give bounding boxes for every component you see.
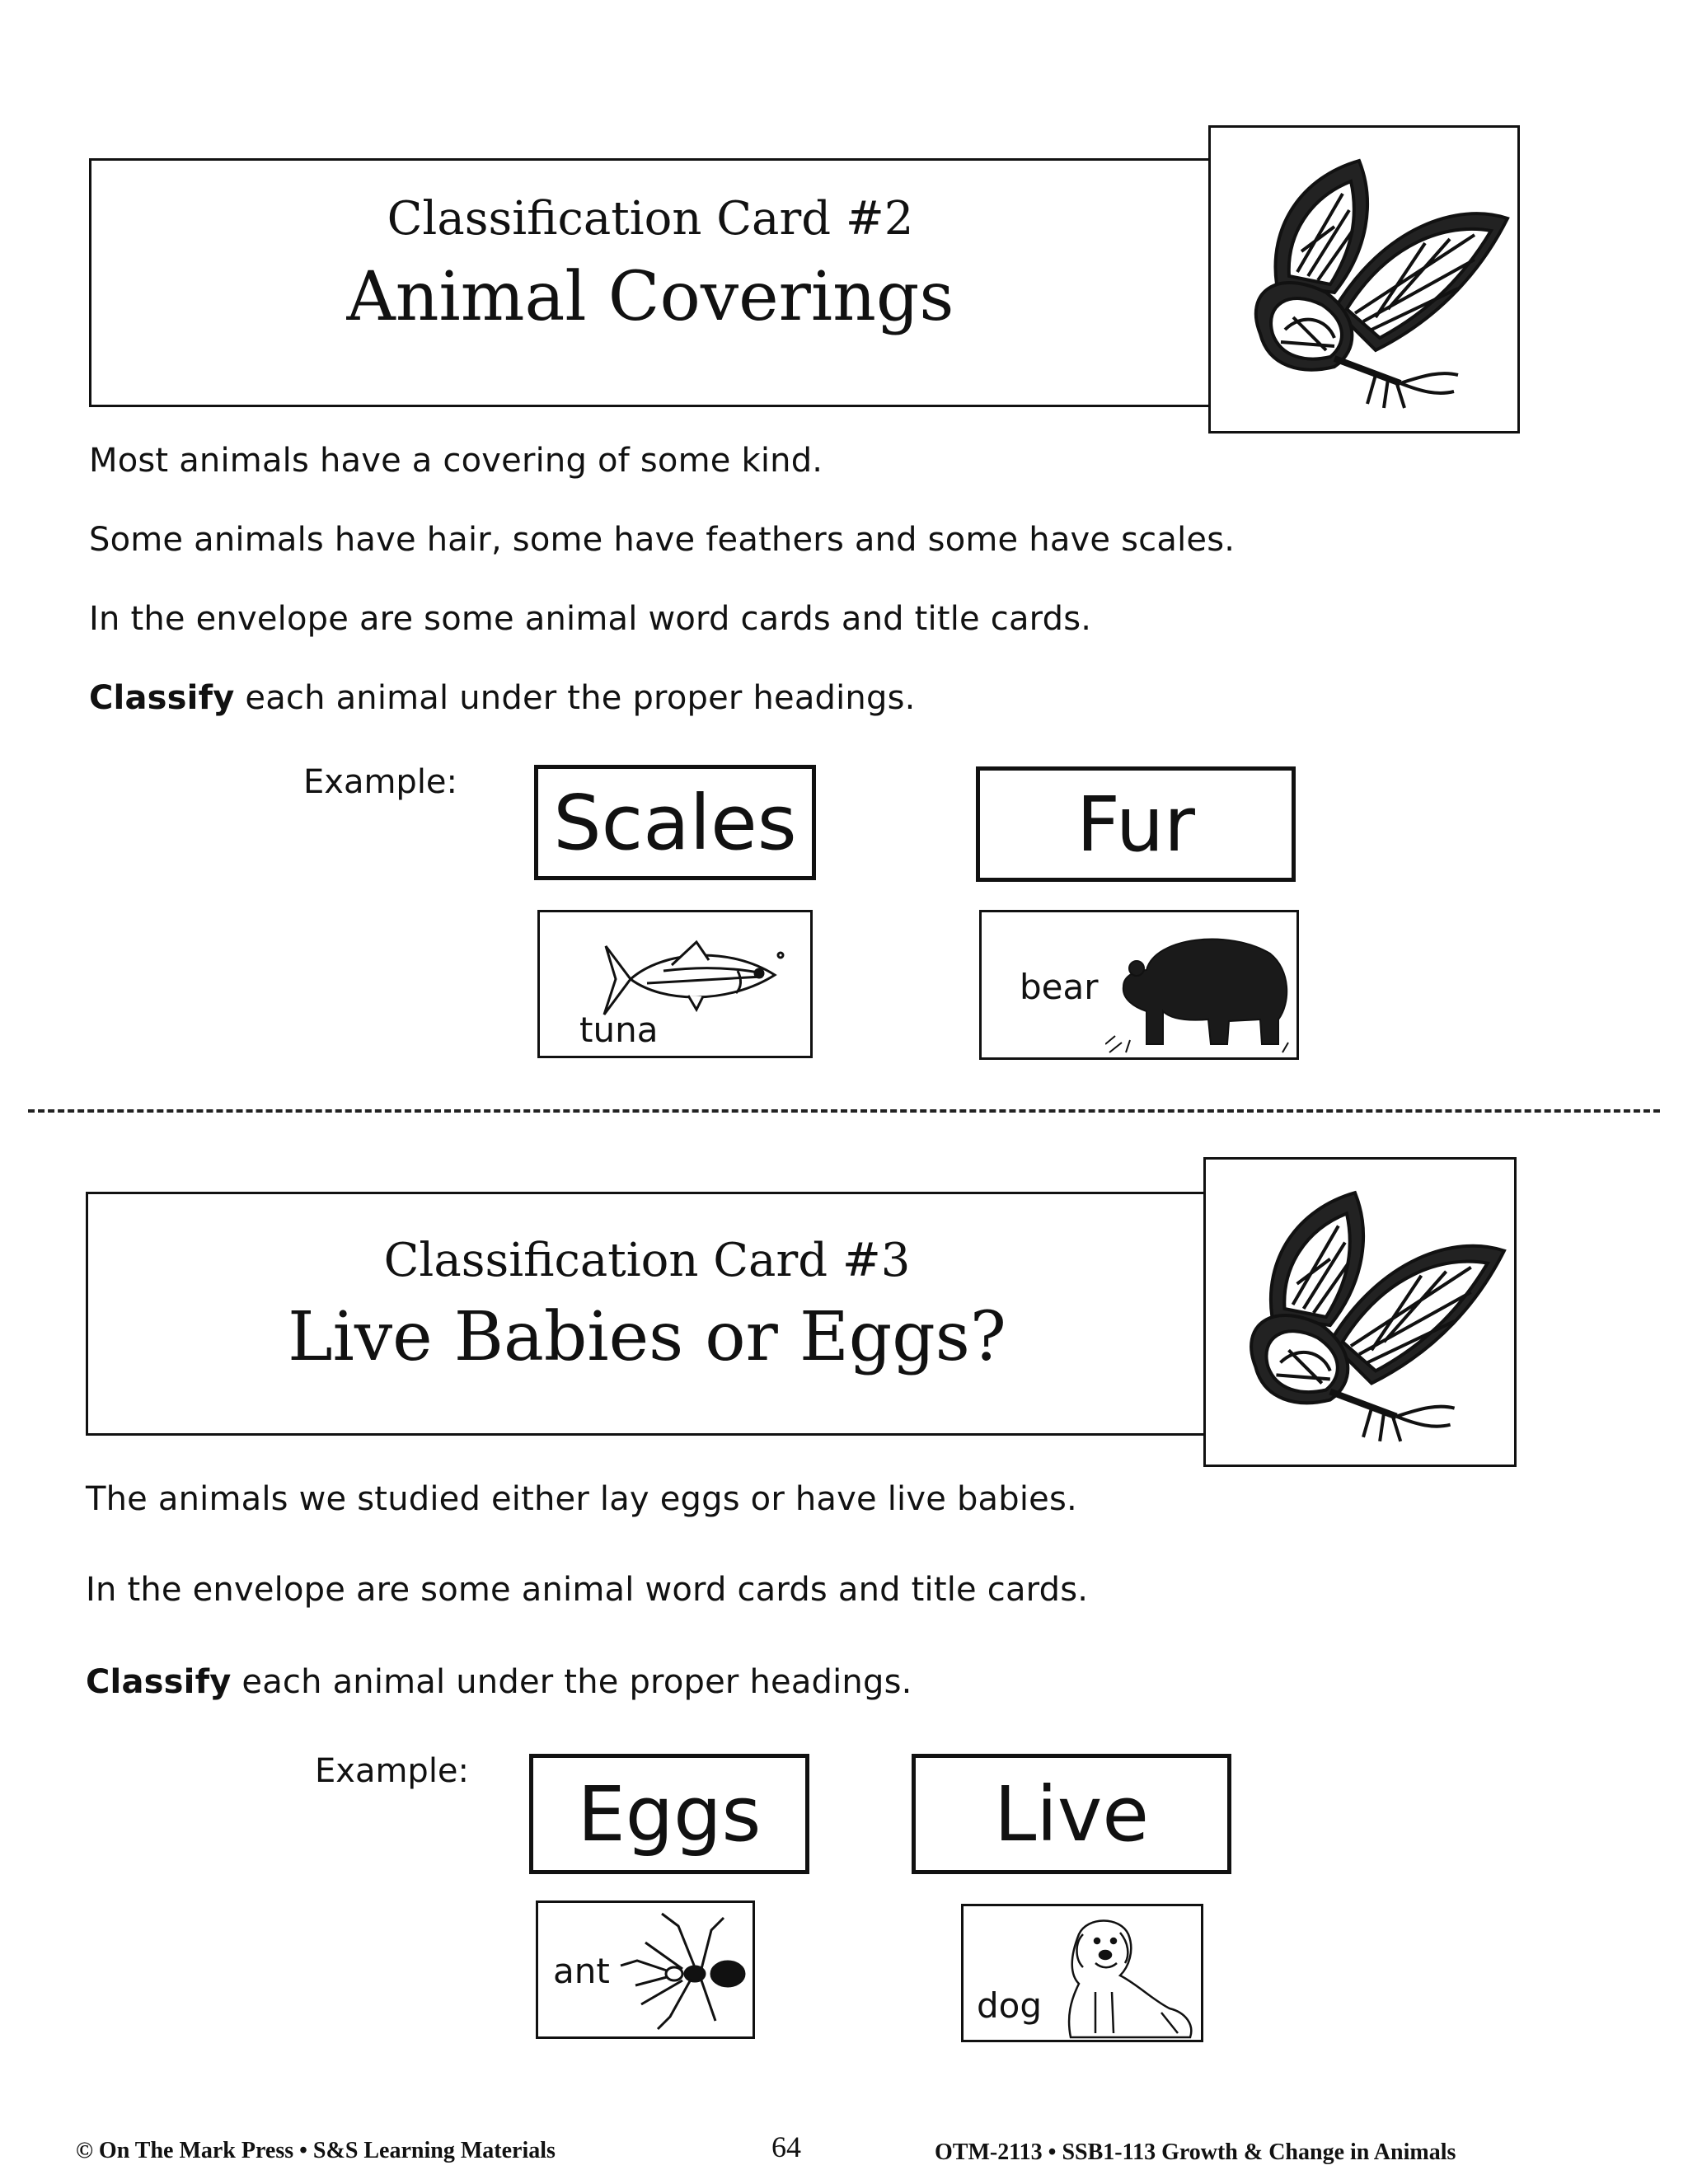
cut-line-divider (28, 1109, 1660, 1113)
card2-word-card-bear (979, 910, 1299, 1060)
card2-title: Animal Coverings (346, 258, 954, 336)
card3-heading-right-text: Live (994, 1769, 1149, 1858)
tuna-icon (598, 934, 787, 1016)
card3-heading-eggs (529, 1754, 809, 1874)
card2-heading-scales (534, 765, 816, 880)
card3-butterfly-frame (1203, 1157, 1517, 1467)
card3-heading-left-text: Eggs (577, 1769, 762, 1858)
card2-word-card-tuna (537, 910, 813, 1058)
card2-butterfly-frame (1208, 125, 1520, 434)
card3-word-card-dog (961, 1904, 1203, 2042)
bear-icon (1105, 921, 1295, 1056)
card3-example-label: Example: (315, 1752, 470, 1790)
footer-copyright: © On The Mark Press • S&S Learning Materials (76, 2138, 556, 2163)
card2-line-1: Most animals have a covering of some kind. (89, 442, 823, 480)
card2-subtitle: Classification Card #2 (387, 192, 914, 246)
card2-word-left: tuna (579, 1010, 659, 1050)
card2-line-3: In the envelope are some animal word cards and title cards. (89, 600, 1092, 638)
footer-product-code: OTM-2113 • SSB1-113 Growth & Change in Animals (935, 2139, 1456, 2165)
card3-title: Live Babies or Eggs? (288, 1298, 1006, 1376)
card2-heading-left-text: Scales (553, 778, 797, 867)
card2-word-right: bear (1020, 967, 1099, 1007)
ant-icon (612, 1910, 753, 2033)
footer-page-number: 64 (771, 2130, 801, 2163)
card3-word-left: ant (553, 1951, 610, 1991)
card3-title-box (86, 1192, 1208, 1436)
card3-word-right: dog (977, 1985, 1043, 2026)
card2-heading-fur (976, 766, 1296, 882)
card3-classify-bold: Classify (86, 1663, 232, 1701)
card2-heading-right-text: Fur (1076, 780, 1196, 869)
card2-classify-instruction (89, 679, 916, 717)
card3-word-card-ant (536, 1900, 755, 2039)
card3-classify-rest: each animal under the proper headings. (231, 1663, 912, 1701)
card2-title-box (89, 158, 1212, 407)
butterfly-icon (1211, 128, 1517, 431)
card3-classify-instruction (86, 1663, 912, 1701)
card2-classify-bold: Classify (89, 679, 235, 717)
card2-example-label: Example: (303, 763, 458, 801)
card2-classify-rest: each animal under the proper headings. (234, 679, 916, 717)
dog-icon (1046, 1910, 1203, 2041)
card3-line-2: In the envelope are some animal word cards and title cards. (86, 1571, 1089, 1609)
butterfly-icon (1206, 1160, 1514, 1465)
card3-subtitle: Classification Card #3 (383, 1234, 911, 1287)
card3-line-1: The animals we studied either lay eggs or have live babies. (86, 1480, 1077, 1518)
card2-line-2: Some animals have hair, some have feathers and some have scales. (89, 521, 1236, 559)
card3-heading-live (912, 1754, 1231, 1874)
